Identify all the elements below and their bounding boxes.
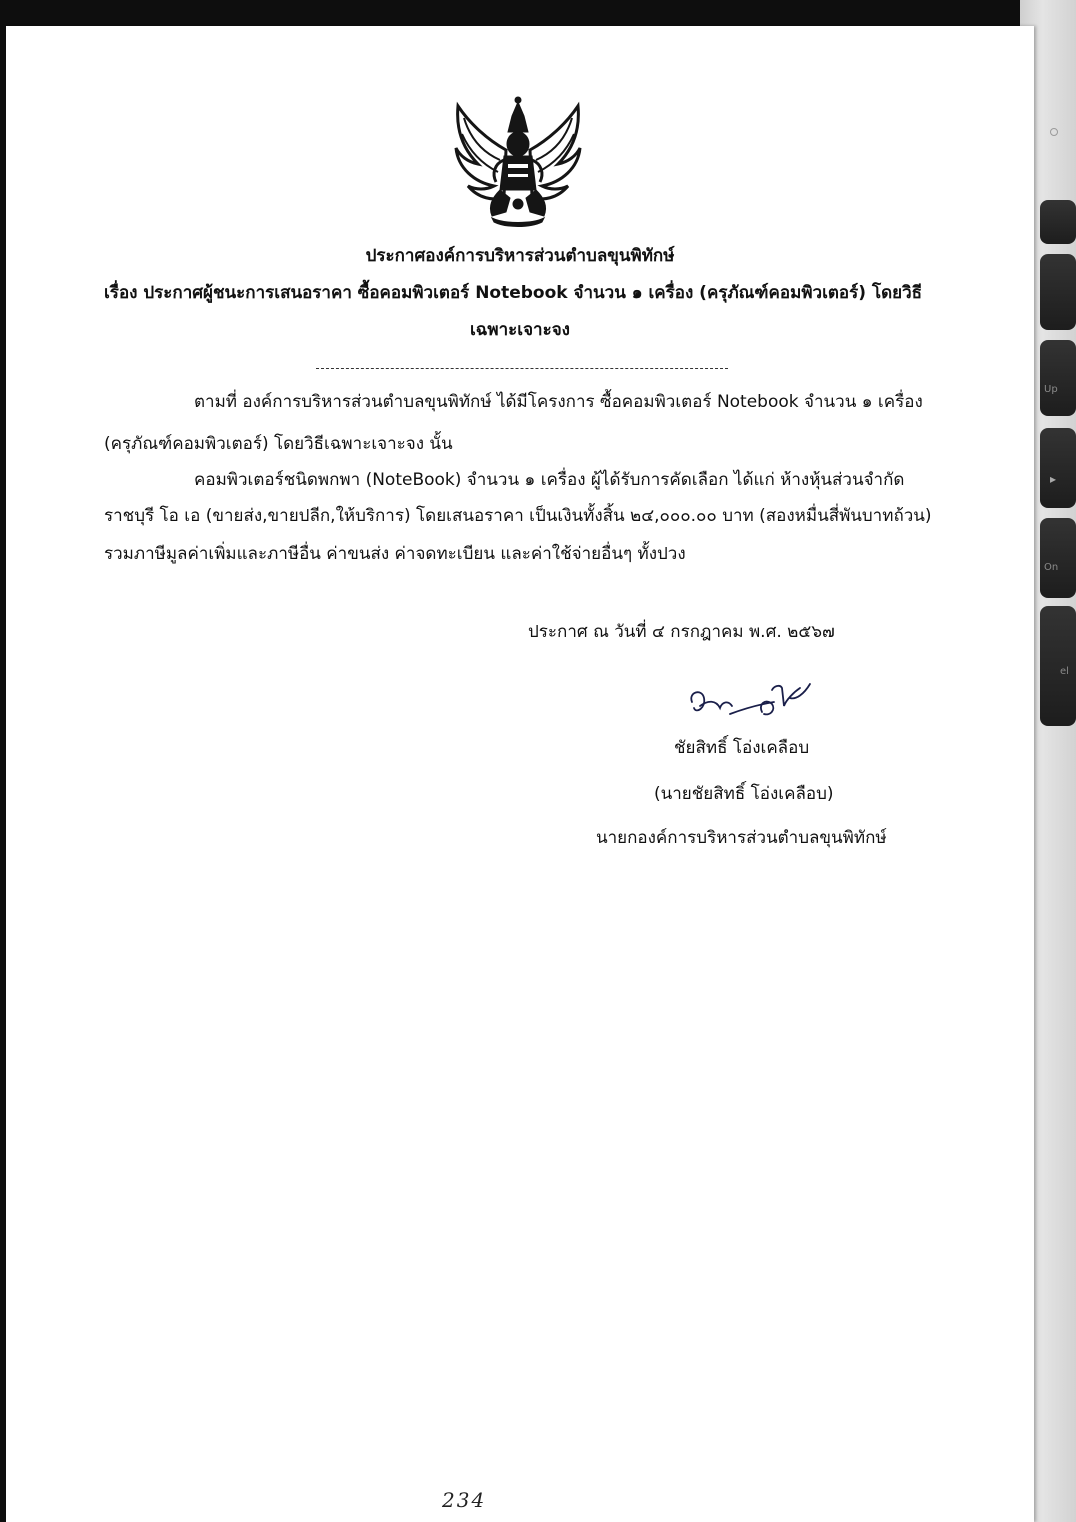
garuda-emblem-icon <box>448 94 588 228</box>
announcement-title: ประกาศองค์การบริหารส่วนตำบลขุนพิทักษ์ <box>365 246 675 266</box>
arrow-right-icon: ▸ <box>1050 472 1057 486</box>
announcement-subject-line-1: เรื่อง ประกาศผู้ชนะการเสนอราคา ซื้อคอมพิวเตอร์ Notebook จำนวน ๑ เครื่อง (ครุภัณฑ์คอมพิวเตอร์) โดยวิธี <box>104 283 923 303</box>
handwritten-signature <box>686 678 826 728</box>
keyboard-key-arrow <box>1040 428 1076 508</box>
divider-line <box>316 368 728 369</box>
body-paragraph-2-line-3: รวมภาษีมูลค่าเพิ่มและภาษีอื่น ค่าขนส่ง ค่าจดทะเบียน และค่าใช้จ่ายอื่นๆ ทั้งปวง <box>104 544 686 564</box>
handwritten-page-number: 234 <box>442 1488 487 1512</box>
signatory-name: ชัยสิทธิ์ โอ่งเคลือบ <box>674 738 810 758</box>
signatory-full-name: (นายชัยสิทธิ์ โอ่งเคลือบ) <box>654 784 834 804</box>
keyboard-key-pgup <box>1040 340 1076 416</box>
body-paragraph-1-line-1: ตามที่ องค์การบริหารส่วนตำบลขุนพิทักษ์ ได้มีโครงการ ซื้อคอมพิวเตอร์ Notebook จำนวน ๑ เครื่อง <box>194 392 923 412</box>
document-page <box>6 26 1034 1522</box>
body-paragraph-2-line-1: คอมพิวเตอร์ชนิดพกพา (NoteBook) จำนวน ๑ เครื่อง ผู้ได้รับการคัดเลือก ได้แก่ ห้างหุ้นส่วนจำกัด <box>194 470 905 490</box>
keyboard-key <box>1040 254 1076 330</box>
key-label: el <box>1060 666 1069 677</box>
announcement-subject-line-2: เฉพาะเจาะจง <box>470 320 570 340</box>
keyboard-key-end <box>1040 518 1076 598</box>
keyboard-key-del <box>1040 606 1076 726</box>
keyboard-key <box>1040 200 1076 244</box>
body-paragraph-2-line-2: ราชบุรี โอ เอ (ขายส่ง,ขายปลีก,ให้บริการ) โดยเสนอราคา เป็นเงินทั้งสิ้น ๒๔,๐๐๐.๐๐ บาท (สองหมื่นสี่พันบาทถ้วน) <box>104 506 932 526</box>
power-indicator-icon <box>1050 128 1058 136</box>
body-paragraph-1-line-2: (ครุภัณฑ์คอมพิวเตอร์) โดยวิธีเฉพาะเจาะจง นั้น <box>104 434 453 454</box>
signatory-position: นายกองค์การบริหารส่วนตำบลขุนพิทักษ์ <box>596 828 887 848</box>
announcement-date: ประกาศ ณ วันที่ ๔ กรกฎาคม พ.ศ. ๒๕๖๗ <box>528 622 835 642</box>
key-label: Up <box>1044 384 1058 395</box>
key-label: On <box>1044 562 1059 573</box>
